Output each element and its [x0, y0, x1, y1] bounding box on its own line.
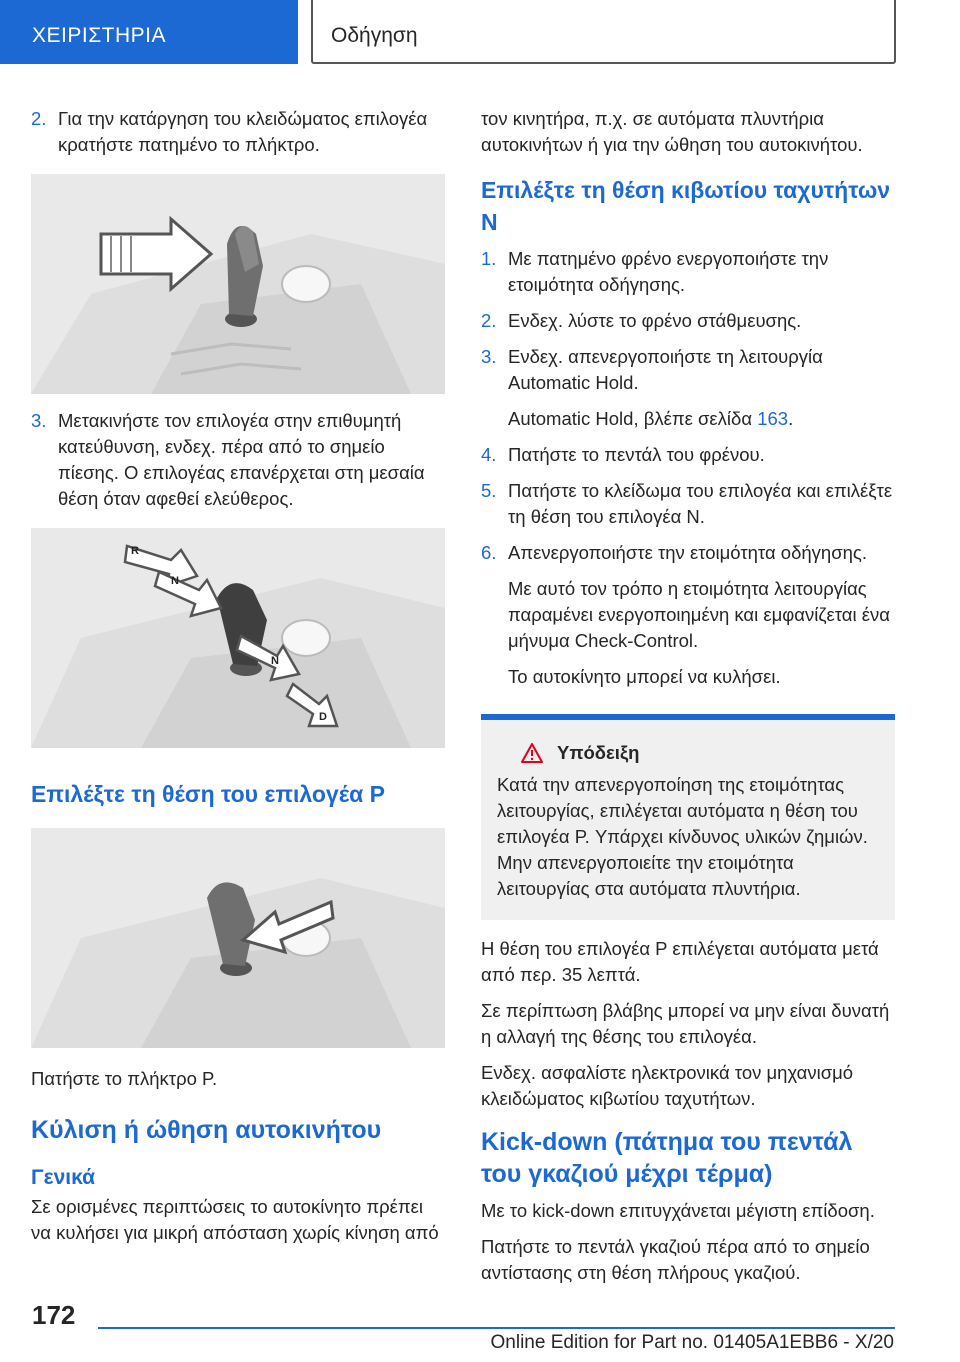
fault-text: Σε περίπτωση βλάβης μπορεί να μην είναι δυνατή η αλλαγή της θέσης του επιλογέα.: [481, 1000, 890, 1047]
kickdown-text: Με το kick-down επιτυγχάνεται μέγιστη επίδοση.: [481, 1200, 875, 1221]
label-n-lower: N: [271, 655, 279, 667]
page-number: 172: [32, 1300, 76, 1330]
step-2: [481, 308, 895, 334]
step-text: Μετακινήστε τον επιλογέα στην επιθυμητή κατεύθυνση, ενδεχ. πέρα από το σημείο πίεσης. Ο επιλογέας επανέρχεται στη μεσαία θέση όταν αφεθεί ελεύθερος.: [58, 410, 425, 509]
heading-rolling: Κύλιση ή ώθηση αυτοκινήτου: [31, 1116, 382, 1144]
step-6-result: Το αυτοκίνητο μπορεί να κυλήσει.: [508, 666, 781, 687]
note-header: [497, 742, 879, 764]
step-text: Για την κατάργηση του κλειδώματος επιλογέα κρατήστε πατημένο το πλήκτρο.: [58, 108, 428, 155]
step-text: Πατήστε το πεντάλ του φρένου.: [508, 444, 765, 465]
step-number: 1.: [481, 248, 497, 269]
label-r: R: [131, 545, 139, 557]
right-column: [481, 106, 895, 1296]
note-box: [481, 714, 895, 920]
footer-edition: Online Edition for Part no. 01405A1EBB6 - X/20: [490, 1332, 894, 1353]
continued-text: τον κινητήρα, π.χ. σε αυτόματα πλυντήρια αυτοκινήτων ή για την ώθηση του αυτοκινήτου.: [481, 108, 863, 155]
left-column: [31, 106, 443, 1256]
step-number: 2.: [31, 108, 47, 129]
step-3: [481, 344, 895, 396]
see-prefix: Automatic Hold, βλέπε σελίδα: [508, 408, 753, 429]
step-number: 4.: [481, 444, 497, 465]
heading-general: Γενικά: [31, 1166, 96, 1189]
note-text: Κατά την απενεργοποίηση της ετοιμότητας λειτουργίας, επιλέγεται αυτόματα η θέση του επιλογέα P. Υπάρχει κίνδυνος υλικών ζημιών. Μην απενεργοποιείτε την ετοιμότητα λειτουργίας στα αυτόματα πλυντήρια.: [497, 774, 868, 899]
label-n-upper: N: [171, 575, 179, 587]
see-suffix: .: [788, 408, 794, 429]
step-6-detail: Με αυτό τον τρόπο η ετοιμότητα λειτουργίας παραμένει ενεργοποιημένη και εμφανίζεται ένα μήνυμα Check-Control.: [508, 578, 890, 651]
page-link-163[interactable]: 163: [757, 408, 789, 429]
step-6: [481, 540, 895, 566]
heading-select-n: Επιλέξτε τη θέση κιβωτίου ταχυτήτων N: [481, 177, 891, 235]
note-title: Υπόδειξη: [557, 742, 640, 763]
general-text: Σε ορισμένες περιπτώσεις το αυτοκίνητο πρέπει να κυλήσει για μικρή απόσταση χωρίς κίνηση από: [31, 1196, 439, 1243]
kickdown-press-text: Πατήστε το πεντάλ γκαζιού πέρα από το σημείο αντίστασης στη θέση πλήρους γκαζιού.: [481, 1236, 870, 1283]
chapter-tab[interactable]: ΧΕΙΡΙΣΤΗΡΙΑ: [0, 0, 298, 64]
auto-p-text: Η θέση του επιλογέα P επιλέγεται αυτόματα μετά από περ. 35 λεπτά.: [481, 938, 879, 985]
section-tab[interactable]: Οδήγηση: [311, 0, 896, 64]
figure-p-button: [31, 828, 445, 1048]
step-text: Ενδεχ. λύστε το φρένο στάθμευσης.: [508, 310, 802, 331]
step-1: [481, 246, 895, 298]
secure-text: Ενδεχ. ασφαλίστε ηλεκτρονικά τον μηχανισμό κλειδώματος κιβωτίου ταχυτήτων.: [481, 1062, 854, 1109]
step-5: [481, 478, 895, 530]
step-2: [31, 106, 443, 158]
step-number: 5.: [481, 480, 497, 501]
footer-divider: [98, 1327, 895, 1329]
heading-kickdown: Kick-down (πάτημα του πεντάλ του γκαζιού μέχρι τέρμα): [481, 1128, 853, 1188]
step-number: 3.: [481, 346, 497, 367]
figure-selector-unlock: [31, 174, 445, 394]
step-text: Ενδεχ. απενεργοποιήστε τη λειτουργία Automatic Hold.: [508, 346, 823, 393]
step-number: 2.: [481, 310, 497, 331]
step-4: [481, 442, 895, 468]
see-reference: [481, 406, 895, 432]
warning-triangle-icon: [521, 743, 543, 763]
step-text: Πατήστε το κλείδωμα του επιλογέα και επιλέξτε τη θέση του επιλογέα N.: [508, 480, 893, 527]
step-number: 6.: [481, 542, 497, 563]
step-text: Απενεργοποιήστε την ετοιμότητα οδήγησης.: [508, 542, 867, 563]
step-3: [31, 408, 443, 512]
figure-selector-positions: [31, 528, 445, 748]
heading-select-p: Επιλέξτε τη θέση του επιλογέα P: [31, 781, 385, 807]
press-p-text: Πατήστε το πλήκτρο P.: [31, 1068, 218, 1089]
label-d: D: [319, 711, 327, 723]
step-number: 3.: [31, 410, 47, 431]
step-text: Με πατημένο φρένο ενεργοποιήστε την ετοιμότητα οδήγησης.: [508, 248, 829, 295]
